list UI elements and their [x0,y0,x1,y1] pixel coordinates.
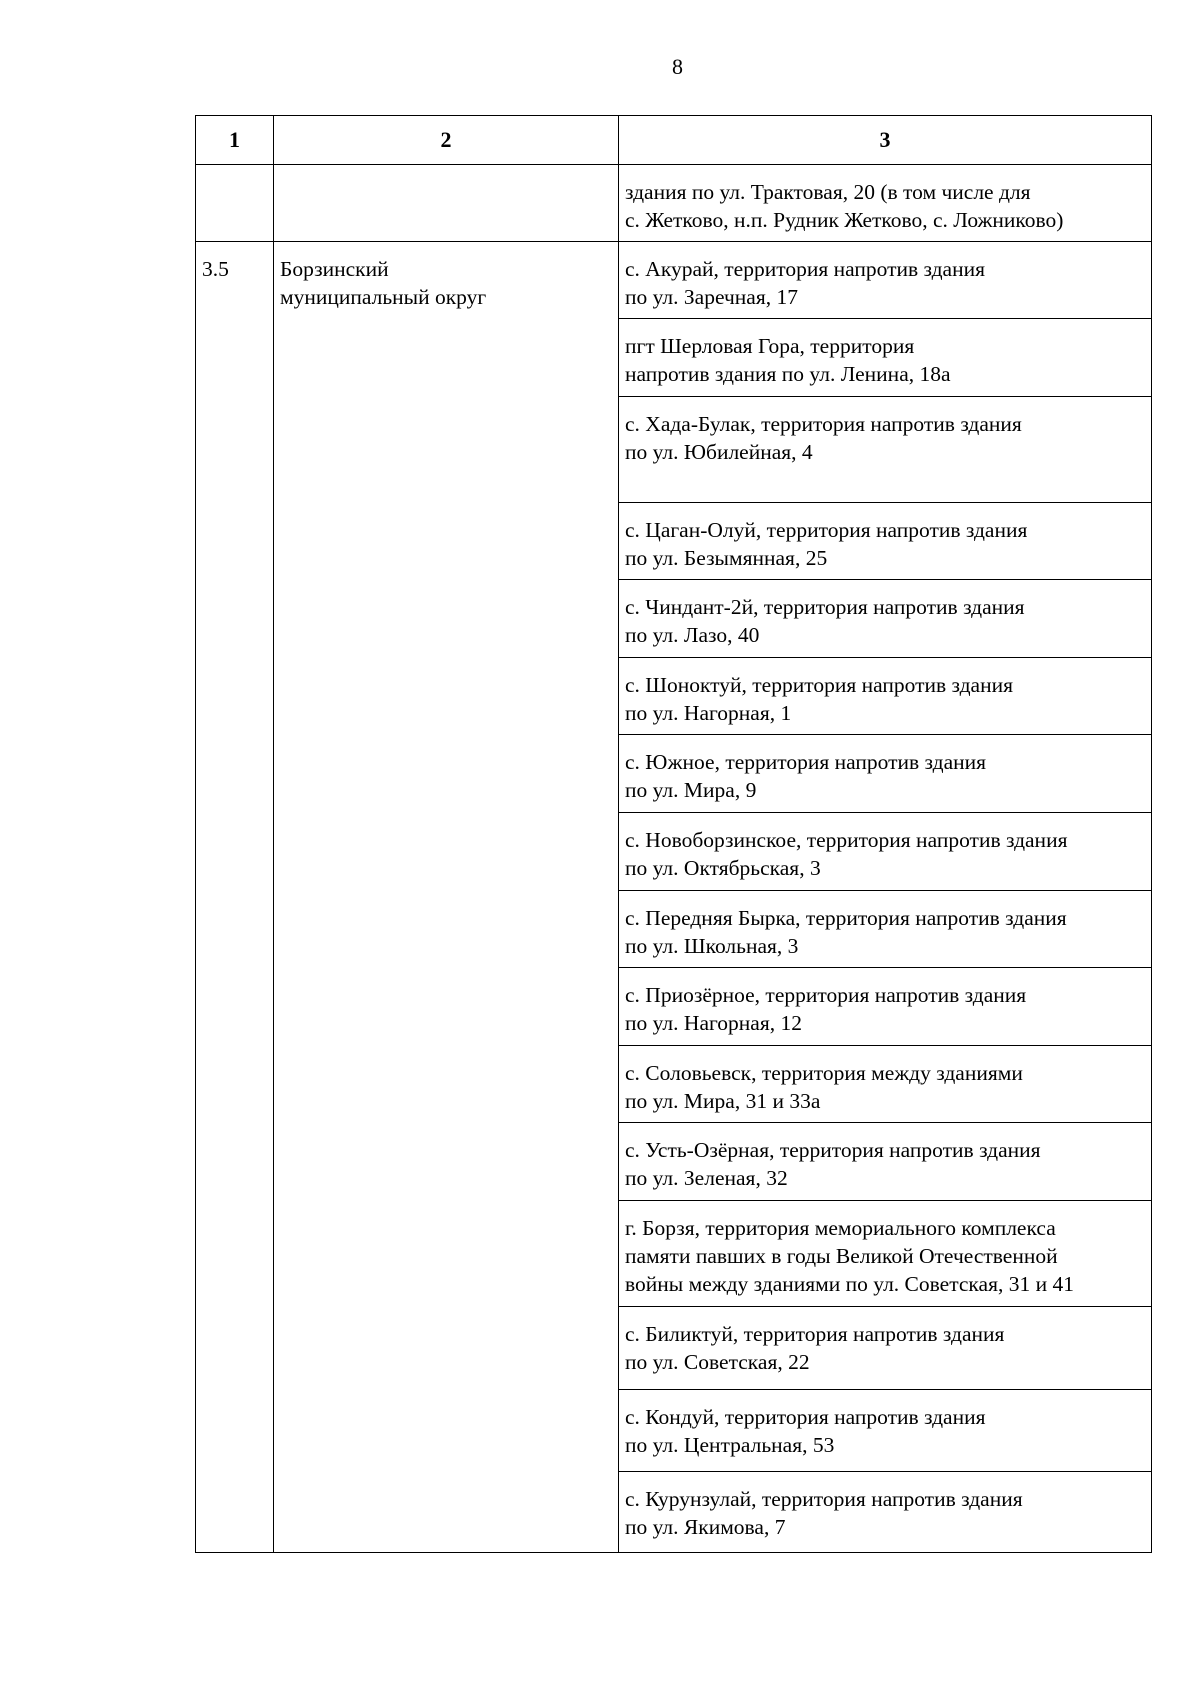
section-3-5 [196,242,1152,1553]
header-col-3: 3 [619,116,1152,165]
location-cell: с. Приозёрное, территория напротив здания по ул. Нагорная, 12 [619,968,1152,1046]
header-col-1: 1 [196,116,274,165]
location-cell: с. Цаган-Олуй, территория напротив здания по ул. Безымянная, 25 [619,503,1152,580]
location-cell: с. Шоноктуй, территория напротив здания по ул. Нагорная, 1 [619,658,1152,735]
location-cell: с. Курунзулай, территория напротив здания по ул. Якимова, 7 [619,1472,1152,1553]
district-name: Борзинский муниципальный округ [274,242,619,1553]
continuation-district [274,165,619,242]
location-cell: г. Борзя, территория мемориального комплекса памяти павших в годы Великой Отечественной войны между зданиями по ул. Советская, 31 и 41 [619,1201,1152,1307]
section-number: 3.5 [196,242,274,1553]
location-cell: с. Акурай, территория напротив здания по ул. Заречная, 17 [619,242,1152,319]
location-row [196,242,1152,319]
location-cell: с. Южное, территория напротив здания по ул. Мира, 9 [619,735,1152,813]
continuation-row [196,165,1152,242]
location-cell: с. Передняя Бырка, территория напротив здания по ул. Школьная, 3 [619,891,1152,968]
location-cell: с. Хада-Булак, территория напротив здания по ул. Юбилейная, 4 [619,397,1152,503]
location-cell: с. Биликтуй, территория напротив здания по ул. Советская, 22 [619,1307,1152,1390]
header-row [196,116,1152,165]
location-cell: с. Соловьевск, территория между зданиями по ул. Мира, 31 и 33а [619,1046,1152,1123]
page-number: 8 [672,54,683,79]
locations-table [195,115,1152,1553]
continuation-num [196,165,274,242]
continuation-location: здания по ул. Трактовая, 20 (в том числе для с. Жетково, н.п. Рудник Жетково, с. Ложниково) [619,165,1152,242]
location-cell: с. Усть-Озёрная, территория напротив здания по ул. Зеленая, 32 [619,1123,1152,1201]
location-cell: с. Кондуй, территория напротив здания по ул. Центральная, 53 [619,1390,1152,1472]
location-cell: пгт Шерловая Гора, территория напротив здания по ул. Ленина, 18а [619,319,1152,397]
header-col-2: 2 [274,116,619,165]
location-cell: с. Чиндант-2й, территория напротив здания по ул. Лазо, 40 [619,580,1152,658]
location-cell: с. Новоборзинское, территория напротив здания по ул. Октябрьская, 3 [619,813,1152,891]
